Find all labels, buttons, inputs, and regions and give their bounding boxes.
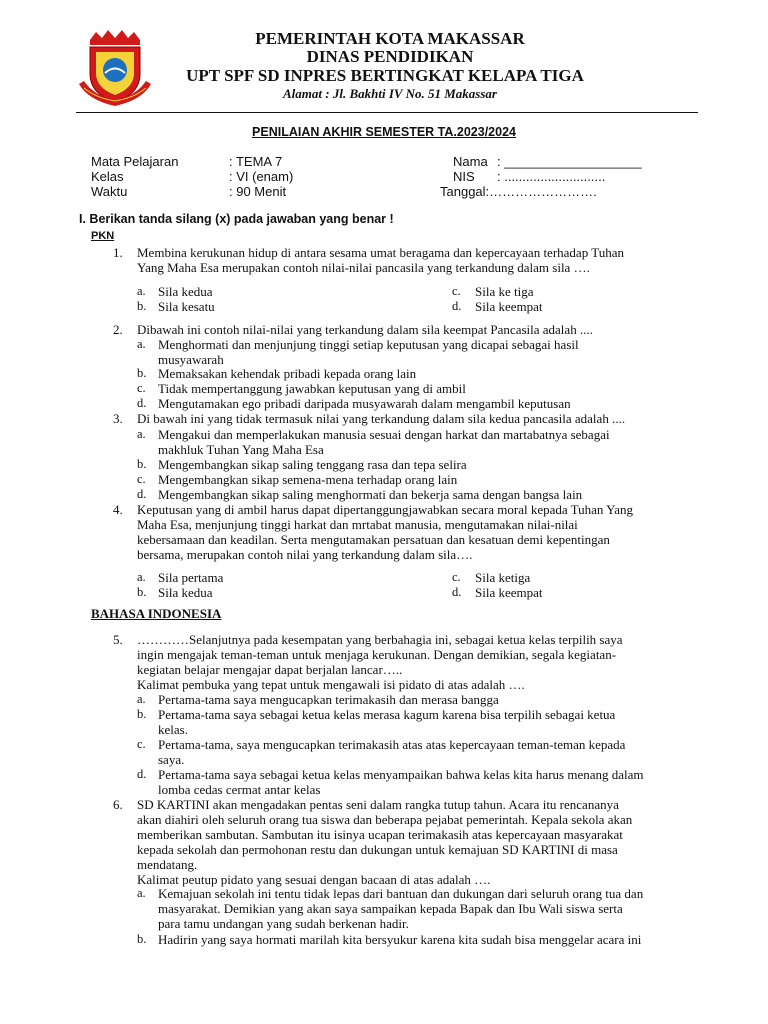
option-line: Mengakui dan memperlakukan manusia sesuai dengan harkat dan martabatnya sebagai: [158, 427, 610, 442]
question-line: Membina kerukunan hidup di antara sesama umat beragama dan kepercayaan terhadap Tuhan: [137, 245, 624, 260]
letterhead-school: UPT SPF SD INPRES BERTINGKAT KELAPA TIGA: [186, 66, 584, 85]
question-number: 3.: [113, 411, 123, 426]
option-letter: d.: [137, 767, 147, 781]
info-value: : TEMA 7: [229, 154, 283, 169]
question-number: 6.: [113, 797, 123, 812]
question-line: Keputusan yang di ambil harus dapat dipertanggungjawabkan secara moral kepada Tuhan Yang: [137, 502, 634, 517]
option-text[interactable]: [158, 337, 579, 367]
section-pkn: PKN: [91, 230, 115, 242]
question-line: …………Selanjutnya pada kesempatan yang berbahagia ini, sebagai ketua kelas terpilih saya: [137, 632, 623, 647]
date-field[interactable]: :…………………….: [485, 184, 597, 199]
letterhead: [160, 30, 620, 102]
option-text[interactable]: [158, 886, 643, 931]
question-line: Yang Maha Esa merupakan contoh nilai-nilai pancasila yang terkandung dalam sila ….: [137, 260, 590, 275]
option-letter: b.: [137, 707, 147, 721]
option-text[interactable]: Sila ke tiga: [475, 284, 534, 299]
date-label: Tanggal: [440, 184, 486, 199]
option-letter: a.: [137, 692, 146, 706]
option-text[interactable]: Sila kesatu: [158, 299, 215, 314]
option-letter: b.: [137, 299, 147, 313]
question-number: 2.: [113, 322, 123, 337]
option-line: Pertama-tama saya sebagai ketua kelas menyampaikan bahwa kelas kita harus menang dalam: [158, 767, 644, 782]
option-text[interactable]: Mengembangkan sikap semena-mena terhadap orang lain: [158, 472, 458, 487]
option-line: musyawarah: [158, 352, 224, 367]
option-text[interactable]: Hadirin yang saya hormati marilah kita bersyukur karena kita sudah bisa menggelar acara ini: [158, 932, 642, 947]
option-text[interactable]: Pertama-tama saya mengucapkan terimakasih dan merasa bangga: [158, 692, 499, 707]
option-text[interactable]: Sila keempat: [475, 585, 543, 600]
question-number: 1.: [113, 245, 123, 260]
nis-label: NIS: [453, 169, 475, 184]
exam-title: PENILAIAN AKHIR SEMESTER TA.2023/2024: [252, 125, 516, 139]
option-line: Pertama-tama, saya mengucapkan terimakasih atas atas kepercayaan teman-teman kepada: [158, 737, 626, 752]
option-letter: b.: [137, 585, 147, 599]
info-label: Waktu: [91, 184, 128, 199]
option-text[interactable]: Sila kedua: [158, 284, 213, 299]
option-letter: d.: [137, 396, 147, 410]
option-text[interactable]: Sila pertama: [158, 570, 224, 585]
option-line: lomba cedas cermat antar kelas: [158, 782, 321, 797]
instruction: I. Berikan tanda silang (x) pada jawaban yang benar !: [79, 212, 394, 226]
question-line: akan diahiri oleh seluruh orang tua siswa dan beberapa pejabat pemerintah. Kepala sekola akan: [137, 812, 633, 827]
option-line: para tamu undangan yang sudah berkenan hadir.: [158, 916, 409, 931]
option-letter: d.: [452, 299, 462, 313]
question-number: 4.: [113, 502, 123, 517]
option-line: kelas.: [158, 722, 188, 737]
question-line: SD KARTINI akan mengadakan pentas seni dalam rangka tutup tahun. Acara itu rencananya: [137, 797, 619, 812]
option-text[interactable]: Sila ketiga: [475, 570, 531, 585]
question-line: memberikan sambutan. Sambutan itu isinya ucapan terimakasih atas kepercayaan masyarakat: [137, 827, 623, 842]
info-right: [440, 154, 642, 199]
option-text[interactable]: [158, 427, 610, 457]
option-letter: c.: [137, 472, 146, 486]
info-left: [91, 154, 293, 199]
letterhead-department: DINAS PENDIDIKAN: [306, 47, 474, 66]
question-line: kebersamaan dan keadilan. Serta mengutamakan persatuan dan kesatuan demi kepentingan: [137, 532, 610, 547]
option-text[interactable]: Mengembangkan sikap saling menghormati dan bekerja sama dengan bangsa lain: [158, 487, 583, 502]
option-letter: d.: [452, 585, 462, 599]
option-letter: b.: [137, 457, 147, 471]
option-letter: a.: [137, 337, 146, 351]
option-letter: b.: [137, 366, 147, 380]
info-label: Kelas: [91, 169, 124, 184]
question-line: Kalimat pembuka yang tepat untuk mengawali isi pidato di atas adalah ….: [137, 677, 525, 692]
option-text[interactable]: Mengembangkan sikap saling tenggang rasa dan tepa selira: [158, 457, 467, 472]
option-line: masyarakat. Demikian yang akan saya sampaikan kepada Bapak dan Ibu Wali siswa serta: [158, 901, 623, 916]
question-5-text: [137, 632, 685, 692]
question-line: mendatang.: [137, 857, 198, 872]
name-field[interactable]: : ___________________: [497, 154, 642, 169]
letterhead-government: PEMERINTAH KOTA MAKASSAR: [255, 29, 525, 48]
option-line: makhluk Tuhan Yang Maha Esa: [158, 442, 324, 457]
question-line: kegiatan belajar mengajar dapat berjalan lancar…..: [137, 662, 403, 677]
option-letter: c.: [452, 570, 461, 584]
option-letter: a.: [137, 886, 146, 900]
city-emblem-logo: [76, 28, 154, 108]
option-text[interactable]: [158, 707, 615, 737]
header-divider: [76, 112, 698, 113]
option-letter: b.: [137, 932, 147, 946]
option-letter: a.: [137, 427, 146, 441]
option-text[interactable]: [158, 767, 644, 797]
option-line: Menghormati dan menjunjung tinggi setiap keputusan yang dicapai sebagai hasil: [158, 337, 579, 352]
question-2-text: Dibawah ini contoh nilai-nilai yang terkandung dalam sila keempat Pancasila adalah ....: [137, 322, 593, 337]
option-text[interactable]: Tidak mempertanggung jawabkan keputusan yang di ambil: [158, 381, 466, 396]
option-text[interactable]: Memaksakan kehendak pribadi kepada orang lain: [158, 366, 417, 381]
option-letter: c.: [137, 737, 146, 751]
option-letter: d.: [137, 487, 147, 501]
option-letter: a.: [137, 284, 146, 298]
option-line: saya.: [158, 752, 185, 767]
info-value: : VI (enam): [229, 169, 294, 184]
question-line: bersama, merupakan contoh nilai yang terkandung dalam sila….: [137, 547, 473, 562]
question-line: Maha Esa, menjunjung tinggi harkat dan mrtabat manusia, mengutamakan nilai-nilai: [137, 517, 578, 532]
name-label: Nama: [453, 154, 488, 169]
question-line: ingin mengajak teman-teman untuk menjaga kerukunan. Dengan demikian, segala kegiatan-: [137, 647, 617, 662]
nis-field[interactable]: : ............................: [497, 169, 606, 184]
letterhead-address: Alamat : Jl. Bakhti IV No. 51 Makassar: [283, 86, 497, 101]
info-value: : 90 Menit: [229, 184, 287, 199]
info-label: Mata Pelajaran: [91, 154, 179, 169]
option-text[interactable]: Sila kedua: [158, 585, 213, 600]
option-letter: c.: [452, 284, 461, 298]
question-3-text: Di bawah ini yang tidak termasuk nilai yang terkandung dalam sila kedua pancasila adalah ....: [137, 411, 626, 426]
question-1-text: [137, 245, 685, 275]
option-line: Pertama-tama saya sebagai ketua kelas merasa kagum karena bisa terpilih sebagai ketua: [158, 707, 616, 722]
question-line: Kalimat peutup pidato yang sesuai dengan bacaan di atas adalah ….: [137, 872, 491, 887]
question-6-text: [137, 797, 685, 887]
option-text[interactable]: Sila keempat: [475, 299, 543, 314]
option-letter: c.: [137, 381, 146, 395]
option-text[interactable]: Mengutamakan ego pribadi daripada musyawarah dalam mengambil keputusan: [158, 396, 571, 411]
section-bahasa-indonesia: BAHASA INDONESIA: [91, 606, 222, 621]
question-number: 5.: [113, 632, 123, 647]
option-text[interactable]: [158, 737, 625, 767]
question-line: kepada sekolah dan permohonan restu dan dukungan untuk kemajuan SD KARTINI di masa: [137, 842, 618, 857]
question-4-text: [137, 502, 685, 562]
option-letter: a.: [137, 570, 146, 584]
option-line: Kemajuan sekolah ini tentu tidak lepas dari bantuan dan dukungan dari seluruh orang tua dan: [158, 886, 644, 901]
